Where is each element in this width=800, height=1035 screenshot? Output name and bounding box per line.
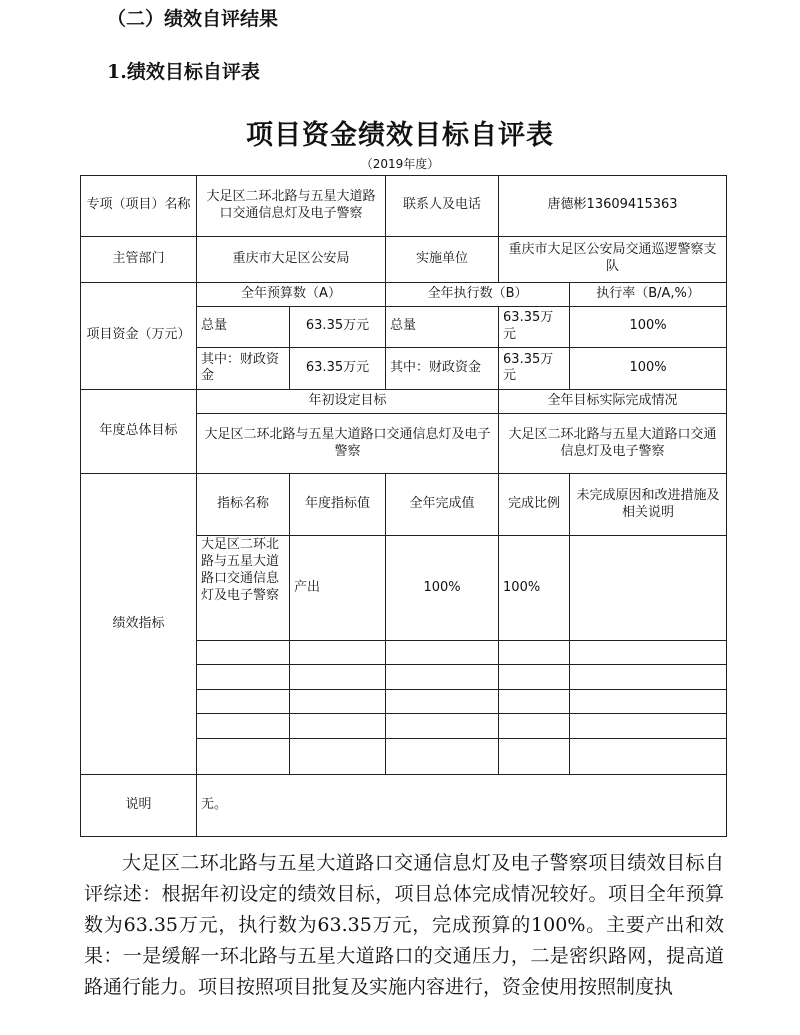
empty-cell [570, 738, 727, 774]
empty-cell [499, 689, 570, 714]
self-evaluation-table [80, 175, 727, 837]
impl-label: 实施单位 [386, 236, 499, 282]
empty-cell [386, 738, 499, 774]
empty-cell [386, 640, 499, 665]
total-exec-label: 总量 [386, 307, 499, 348]
empty-cell [197, 714, 290, 739]
contact-value: 唐德彬13609415363 [499, 176, 727, 237]
empty-cell [290, 738, 386, 774]
empty-cell [197, 665, 290, 690]
impl-value: 重庆市大足区公安局交通巡逻警察支队 [499, 236, 727, 282]
ind-header-actual: 全年完成值 [386, 474, 499, 536]
indicator-reason [570, 536, 727, 640]
indicator-ratio: 100% [499, 536, 570, 640]
total-rate: 100% [570, 307, 727, 348]
empty-cell [290, 665, 386, 690]
section-heading: （二）绩效自评结果 [107, 8, 279, 30]
dept-label: 主管部门 [81, 236, 197, 282]
table-title: 项目资金绩效目标自评表 [246, 120, 554, 151]
empty-cell [386, 665, 499, 690]
empty-cell [386, 714, 499, 739]
note-value: 无。 [197, 775, 727, 837]
dept-value: 重庆市大足区公安局 [197, 236, 386, 282]
subsection-heading: 1.绩效目标自评表 [107, 61, 260, 83]
rate-header: 执行率（B/A,%） [570, 282, 727, 307]
ind-header-reason: 未完成原因和改进措施及相关说明 [570, 474, 727, 536]
empty-cell [386, 689, 499, 714]
goal-done-header: 全年目标实际完成情况 [499, 390, 727, 413]
fiscal-label: 其中：财政资金 [197, 347, 290, 390]
annual-goal-label: 年度总体目标 [81, 390, 197, 474]
ind-header-target: 年度指标值 [290, 474, 386, 536]
empty-cell [290, 689, 386, 714]
goal-set: 大足区二环北路与五星大道路口交通信息灯及电子警察 [197, 413, 499, 474]
note-label: 说明 [81, 775, 197, 837]
indicator-target: 产出 [290, 536, 386, 640]
empty-cell [197, 689, 290, 714]
project-name: 大足区二环北路与五星大道路口交通信息灯及电子警察 [197, 176, 386, 237]
goal-done: 大足区二环北路与五星大道路口交通信息灯及电子警察 [499, 413, 727, 474]
empty-cell [570, 689, 727, 714]
ind-header-name: 指标名称 [197, 474, 290, 536]
empty-cell [197, 640, 290, 665]
summary-paragraph: 大足区二环北路与五星大道路口交通信息灯及电子警察项目绩效目标自评综述：根据年初设定的绩效目标，项目总体完成情况较好。项目全年预算数为63.35万元，执行数为63.35万元，完成预算的100%。主要产出和效果：一是缓解一环北路与五星大道路口的交通压力，二是密织路网，提高道路通行能力。项目按照项目批复及实施内容进行，资金使用按照制度执 [84, 852, 724, 998]
fiscal-rate: 100% [570, 347, 727, 390]
funds-label: 项目资金（万元） [81, 282, 197, 390]
empty-cell [499, 738, 570, 774]
empty-cell [290, 714, 386, 739]
total-exec: 63.35万元 [499, 307, 570, 348]
indicator-name: 大足区二环北路与五星大道路口交通信息灯及电子警察 [197, 536, 290, 640]
indicator-actual: 100% [386, 536, 499, 640]
empty-cell [290, 640, 386, 665]
empty-cell [570, 714, 727, 739]
ind-header-ratio: 完成比例 [499, 474, 570, 536]
empty-cell [499, 640, 570, 665]
total-budget: 63.35万元 [290, 307, 386, 348]
fiscal-budget: 63.35万元 [290, 347, 386, 390]
exec-header: 全年执行数（B） [386, 282, 570, 307]
goal-set-header: 年初设定目标 [197, 390, 499, 413]
perf-label: 绩效指标 [81, 474, 197, 775]
summary-paragraph-block [84, 848, 724, 1003]
budget-header: 全年预算数（A） [197, 282, 386, 307]
total-label: 总量 [197, 307, 290, 348]
contact-label: 联系人及电话 [386, 176, 499, 237]
project-label: 专项（项目）名称 [81, 176, 197, 237]
empty-cell [197, 738, 290, 774]
fiscal-exec-label: 其中：财政资金 [386, 347, 499, 390]
fiscal-exec: 63.35万元 [499, 347, 570, 390]
table-year: （2019年度） [360, 157, 440, 171]
empty-cell [570, 640, 727, 665]
empty-cell [570, 665, 727, 690]
empty-cell [499, 714, 570, 739]
empty-cell [499, 665, 570, 690]
